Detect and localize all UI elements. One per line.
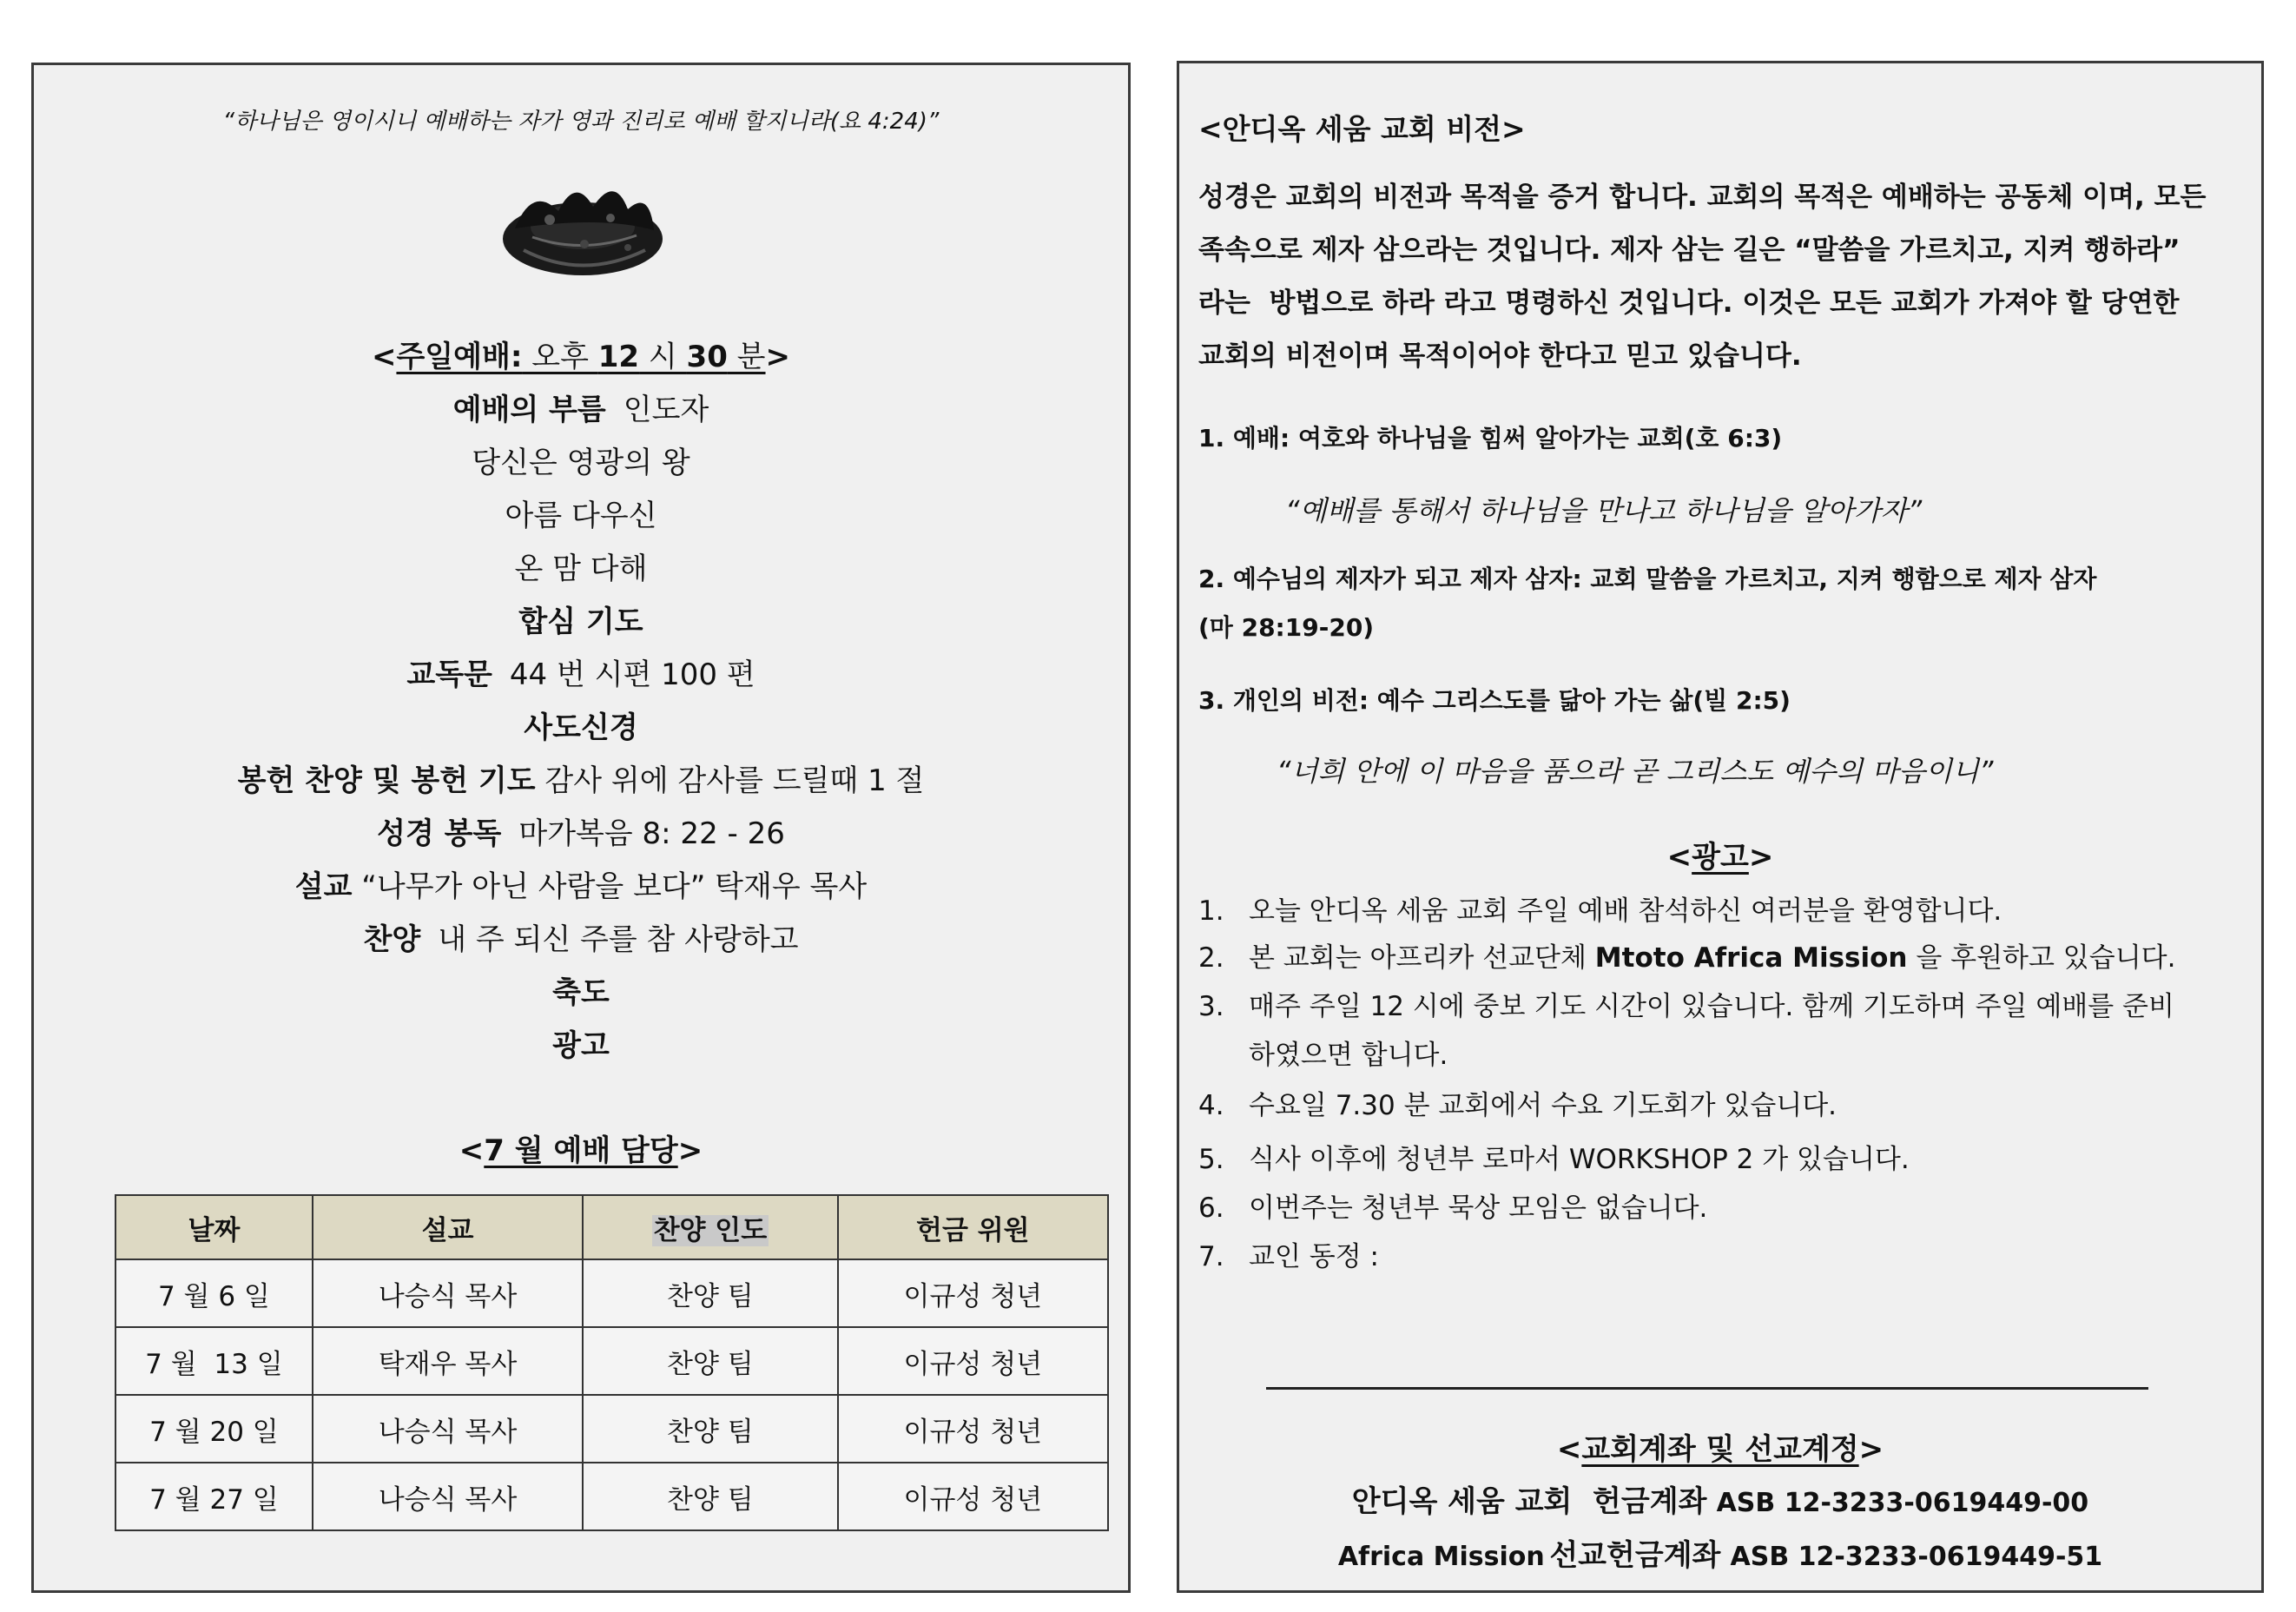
order-of-service bbox=[34, 331, 1128, 1073]
table-row: 7 월 27 일 나승식 목사 찬양 팀 이규성 청년 bbox=[115, 1463, 1108, 1530]
mission-account: Africa Mission 선교헌금계좌 ASB 12-3233-0619449-51 bbox=[1337, 1538, 2103, 1573]
vision-item-1: 1. 예배: 여호와 하나님을 힘써 알아가는 교회(호 6:3) bbox=[1198, 424, 1783, 453]
apostles-creed: 사도신경 bbox=[524, 710, 638, 745]
table-header-row bbox=[115, 1195, 1108, 1259]
hymn: 찬양 내 주 되신 주를 참 사랑하고 bbox=[363, 922, 799, 957]
sermon: 설교 “나무가 아닌 사람을 보다” 탁재우 목사 bbox=[294, 869, 868, 904]
vision-item-2: 2. 예수님의 제자가 되고 제자 삼자: 교회 말씀을 가르치고, 지켜 행함으로 제자 삼자 bbox=[1198, 565, 2097, 593]
unison-prayer: 합심 기도 bbox=[518, 604, 643, 639]
table-row: 7 월 20 일 나승식 목사 찬양 팀 이규성 청년 bbox=[115, 1395, 1108, 1463]
vision-quote-1: “예배를 통해서 하나님을 만나고 하나님을 알아가자” bbox=[1285, 494, 1923, 527]
crown-of-thorns-image bbox=[498, 168, 668, 293]
announcements: 광고 bbox=[552, 1028, 610, 1063]
table-row: 7 월 13 일 탁재우 목사 찬양 팀 이규성 청년 bbox=[115, 1327, 1108, 1395]
song-2: 아름 다우신 bbox=[505, 499, 657, 533]
vision-item-3: 3. 개인의 비전: 예수 그리스도를 닮아 가는 삶(빌 2:5) bbox=[1198, 686, 1791, 715]
duty-table bbox=[115, 1194, 1109, 1531]
scripture-reading: 성경 봉독 마가복음 8: 22 - 26 bbox=[377, 816, 785, 851]
offering: 봉헌 찬양 및 봉헌 기도 감사 위에 감사를 드릴때 1 절 bbox=[237, 763, 925, 798]
announcements-title: <광고> bbox=[1666, 840, 1774, 875]
vision-intro: 성경은 교회의 비전과 목적을 증거 합니다. 교회의 목적은 예배하는 공동체 이며, 모든 족속으로 제자 삼으라는 것입니다. 제자 삼는 길은 “말씀을 가르치고, 지켜 행하라” 라는 방법으로 하라 라고 명령하신 것입니다. 이것은 모든 교회가 가져야 할 당연한 교회의 비전이며 목적이어야 한다고 믿고 있습니다. bbox=[1198, 182, 2207, 372]
responsive-reading: 교독문 44 번 시편 100 편 bbox=[406, 657, 755, 692]
accounts-title: <교회계좌 및 선교계정> bbox=[1556, 1432, 1884, 1467]
call-to-worship: 예배의 부름 인도자 bbox=[452, 393, 709, 427]
header-offering-committee: 헌금 위원 bbox=[838, 1195, 1108, 1259]
header-sermon: 설교 bbox=[313, 1195, 583, 1259]
divider bbox=[1266, 1387, 2148, 1390]
church-account: 안디옥 세움 교회 헌금계좌 ASB 12-3233-0619449-00 bbox=[1351, 1484, 2089, 1519]
vision-quote-3: “너희 안에 이 마음을 품으라 곧 그리스도 예수의 마음이니” bbox=[1277, 755, 1994, 788]
left-bulletin-panel bbox=[31, 63, 1131, 1593]
header-praise-leader: 찬양 인도 bbox=[583, 1195, 837, 1259]
vision-item-2-ref: (마 28:19-20) bbox=[1198, 613, 1375, 642]
right-bulletin-panel: <안디옥 세움 교회 비전> 성경은 교회의 비전과 목적을 증거 합니다. 교회의 목적은 예배하는 공동체 이며, 모든 족속으로 제자 삼으라는 것입니다. 제자 삼는 길은 “말씀을 가르치고, 지켜 행하라” 라는 방법으로 하라 라고 명령하신 것입니다. 이것은 모든 교회가 가져야 할 당연한 교회의 비전이며 목적이어야 한다고 믿고 있습니다. 1. 예배: 여호와 하나님을 힘써 알아가는 교회(호 6:3) “예배를 통해서 하나님을 만나고 하나님을 알아가자” 2. 예수님의 제자가 되고 제자 삼자: 교회 말씀을 가르치고, 지켜 행함으로 제자 삼자 (마 28:19-20) 3. 개인의 비전: 예수 그리스도를 닮아 가는 삶(빌 2:5) “너희 안에 이 마음을 품으라 곧 그리스도 예수의 마음이니” <광고> 1. 오늘 안디옥 세움 교회 주일 예배 참석하신 여러분을 환영합니다. 2. 본 교회는 아프리카 선교단체 Mtoto Africa Mission 을 후원하고 있습니다. 3. 매주 주일 12 시에 중보 기도 시간이 있습니다. 함께 기도하며 주일 예배를 준비 하였으면 합니다. 4. 수요일 7.30 분 교회에서 수요 기도회가 있습니다. 5. 식사 이후에 청년부 로마서 WORKSHOP 2 가 있습니다. 6. 이번주는 청년부 묵상 모임은 없습니다. 7. 교인 동정 : <교회계좌 및 선교계정> 안디옥 세움 교회 헌금계좌 ASB 12-3233-0619449-00 Africa Mission 선교헌금계좌 ASB 12-3233-0619449-51 bbox=[1177, 61, 2264, 1593]
header-verse: “하나님은 영이시니 예배하는 자가 영과 진리로 예배 할지니라(요 4:24)” bbox=[222, 109, 940, 135]
song-3: 온 맘 다해 bbox=[514, 552, 648, 586]
song-1: 당신은 영광의 왕 bbox=[472, 446, 690, 480]
service-title: <주일예배: 오후 12 시 30 분> bbox=[371, 340, 791, 374]
benediction: 축도 bbox=[552, 975, 610, 1010]
duty-title: <7 월 예배 담당> bbox=[459, 1133, 703, 1168]
header-date: 날짜 bbox=[115, 1195, 313, 1259]
vision-title: <안디옥 세움 교회 비전> bbox=[1198, 112, 1526, 146]
table-row: 7 월 6 일 나승식 목사 찬양 팀 이규성 청년 bbox=[115, 1259, 1108, 1327]
